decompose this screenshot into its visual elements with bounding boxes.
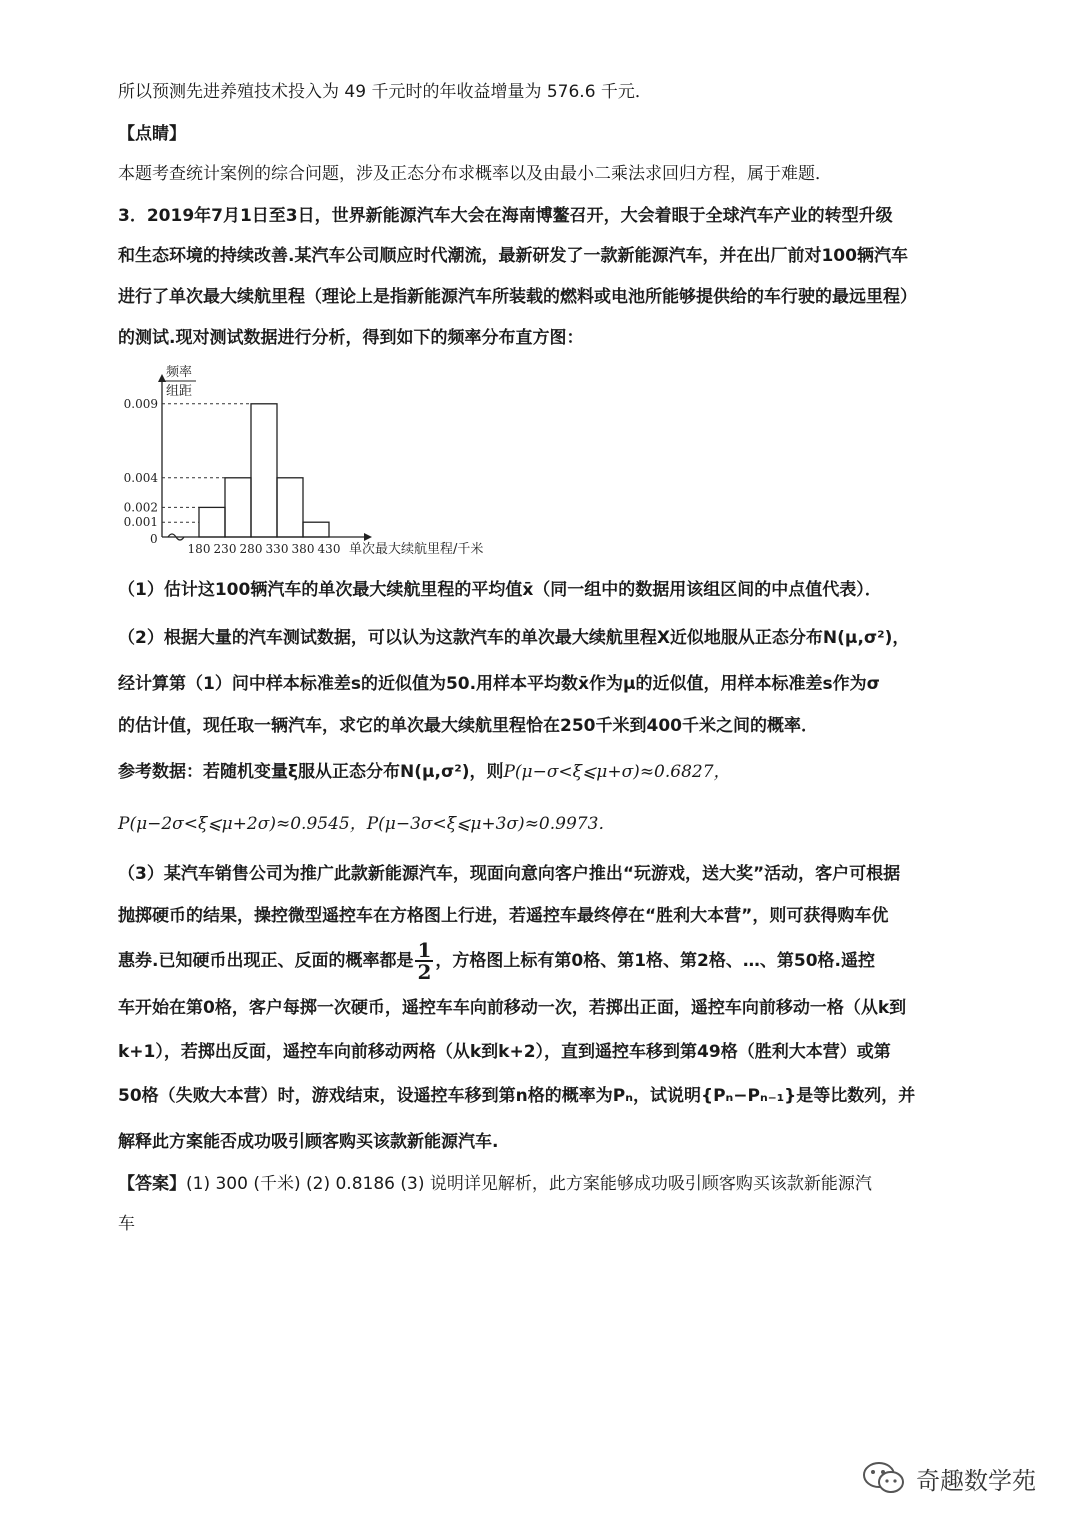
histogram-bar	[277, 478, 303, 537]
y-tick-label: 0.001	[123, 515, 158, 530]
question-3-line-6: 50格（失败大本营）时，游戏结束，设遥控车移到第n格的概率为Pₙ，试说明{Pₙ−Pₙ₋₁}是等比数列，并	[118, 1086, 916, 1106]
answer-label: 【答案】	[118, 1174, 186, 1194]
y-tick-label: 0.009	[123, 396, 158, 411]
question-2-line-1: （2）根据大量的汽车测试数据，可以认为这款汽车的单次最大续航里程X近似地服从正态分布N(μ,σ²)，	[118, 628, 910, 648]
x-tick-label: 180	[187, 542, 211, 556]
dianjing-heading: 【点睛】	[118, 124, 186, 144]
x-tick-label: 380	[291, 542, 315, 556]
reference-formula-1: P(μ−σ<ξ⩽μ+σ)≈0.6827，	[503, 762, 731, 782]
watermark	[862, 1460, 1036, 1496]
answer-text: (1) 300 (千米) (2) 0.8186 (3) 说明详见解析，此方案能够成功吸引顾客购买该款新能源汽	[186, 1174, 872, 1194]
x-tick-label: 430	[317, 542, 341, 556]
x-axis-arrow	[364, 533, 372, 541]
text-line-3: 本题考查统计案例的综合问题，涉及正态分布求概率以及由最小二乘法求回归方程，属于难题．	[118, 164, 832, 184]
question-3-line-7: 解释此方案能否成功吸引顾客购买该款新能源汽车.	[118, 1132, 499, 1152]
fraction-denominator: 2	[417, 960, 432, 984]
question-3-line-1: （3）某汽车销售公司为推广此款新能源汽车，现面向意向客户推出“玩游戏，送大奖”活动，客户可根据	[118, 864, 901, 884]
x-axis-label: 单次最大续航里程/千米	[349, 542, 484, 557]
question-2-line-2: 经计算第（1）问中样本标准差s的近似值为50.用样本平均数x̄作为μ的近似值，用样本标准差s作为σ	[118, 674, 880, 694]
answer-line-2: 车	[118, 1214, 135, 1234]
y-axis-label-bottom: 组距	[166, 384, 193, 399]
question-3-line-3-suffix: ，方格图上标有第0格、第1格、第2格、…、第50格.遥控	[435, 951, 875, 971]
histogram-bar	[225, 478, 251, 537]
x-tick-label: 330	[265, 542, 289, 556]
fraction-numerator: 1	[417, 938, 432, 962]
reference-data-prefix: 参考数据：若随机变量ξ服从正态分布N(μ,σ²)，则	[118, 762, 504, 782]
text-line-1: 所以预测先进养殖技术投入为 49 千元时的年收益增量为 576.6 千元．	[118, 82, 652, 102]
frequency-histogram	[112, 360, 522, 560]
question-3-line-4: 车开始在第0格，客户每掷一次硬币，遥控车车向前移动一次，若掷出正面，遥控车向前移动一格（从k到	[118, 998, 907, 1018]
x-tick-label: 280	[239, 542, 263, 556]
problem-3-line-3: 进行了单次最大续航里程（理论上是指新能源汽车所装载的燃料或电池所能够提供给的车行驶的最远里程）	[118, 287, 917, 307]
reference-data-line	[118, 760, 731, 784]
y-axis-label-top: 频率	[166, 365, 193, 380]
question-2-line-3: 的估计值，现任取一辆汽车，求它的单次最大续航里程恰在250千米到400千米之间的概率．	[118, 716, 818, 736]
watermark-text: 奇趣数学苑	[916, 1466, 1036, 1495]
x-tick-label: 230	[213, 542, 237, 556]
problem-3-line-2: 和生态环境的持续改善.某汽车公司顺应时代潮流，最新研发了一款新能源汽车，并在出厂前对100辆汽车	[118, 246, 908, 266]
question-3-line-3-prefix: 惠券.已知硬币出现正、反面的概率都是	[118, 951, 414, 971]
question-3-line-5: k+1），若掷出反面，遥控车向前移动两格（从k到k+2），直到遥控车移到第49格（胜利大本营）或第	[118, 1042, 891, 1062]
y-tick-label: 0.002	[123, 500, 158, 515]
question-3-line-2: 抛掷硬币的结果，操控微型遥控车在方格图上行进，若遥控车最终停在“胜利大本营”，则可获得购车优	[118, 906, 889, 926]
y-tick-label: 0.004	[123, 470, 158, 485]
wechat-icon	[862, 1460, 906, 1496]
answer-line	[118, 1172, 872, 1196]
question-3-line-3	[118, 940, 875, 982]
reference-formula-2: P(μ−2σ<ξ⩽μ+2σ)≈0.9545，P(μ−3σ<ξ⩽μ+3σ)≈0.9973．	[118, 814, 616, 834]
y-axis-arrow	[158, 374, 166, 382]
histogram-bar	[303, 522, 329, 537]
problem-3-line-4: 的测试.现对测试数据进行分析，得到如下的频率分布直方图：	[118, 328, 584, 348]
histogram-bar	[251, 404, 277, 537]
origin-label: 0	[150, 532, 158, 546]
histogram-bar	[199, 507, 225, 537]
question-1: （1）估计这100辆汽车的单次最大续航里程的平均值x̄（同一组中的数据用该组区间的中点值代表）．	[118, 580, 882, 600]
fraction-one-half	[415, 940, 433, 982]
problem-3-line-1: 3．2019年7月1日至3日，世界新能源汽车大会在海南博鳌召开，大会着眼于全球汽车产业的转型升级	[118, 206, 893, 226]
